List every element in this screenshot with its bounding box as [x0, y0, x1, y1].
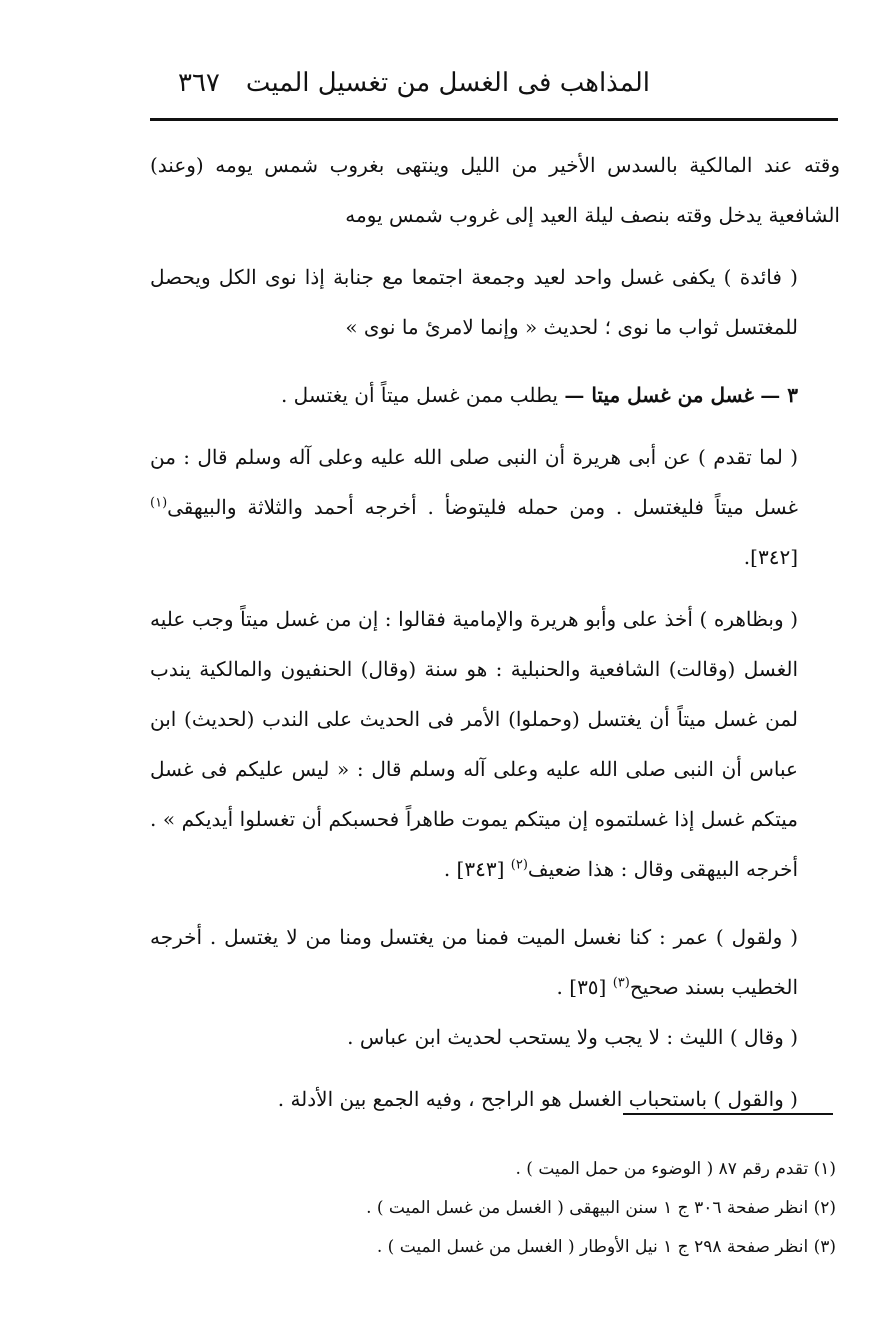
paragraph-opinions: [150, 594, 840, 894]
paragraph-hadith-abu-hurayra: [150, 432, 840, 582]
paragraph-text: ( لما تقدم ) عن أبى هريرة أن النبى صلى الله عليه وعلى آله وسلم قال : من غسل ميتاً فليغتسل . ومن حمله فليتوضأ . أخرجه أحمد والثلاثة والبيهقى: [150, 445, 798, 519]
section-heading: [150, 370, 840, 420]
page-header: [150, 62, 840, 110]
footnote-3: (٣) انظر صفحة ٢٩٨ ج ١ نيل الأوطار ( الغسل من غسل الميت ) .: [376, 1237, 836, 1257]
reference-number: [٣٤٣] .: [443, 857, 505, 881]
footnote-2: (٢) انظر صفحة ٣٠٦ ج ١ سنن البيهقى ( الغسل من غسل الميت ) .: [366, 1198, 836, 1218]
footnote-1: (١) تقدم رقم ٨٧ ( الوضوء من حمل الميت ) .: [515, 1159, 836, 1179]
paragraph-layth: ( وقال ) الليث : لا يجب ولا يستحب لحديث ابن عباس .: [347, 1025, 798, 1049]
reference-number: [٣٤٢].: [743, 545, 798, 569]
reference-number: [٣٥] .: [556, 975, 607, 999]
header-rule: [150, 118, 838, 121]
paragraph-timing: وقته عند المالكية بالسدس الأخير من الليل وينتهى بغروب شمس يومه (وعند) الشافعية يدخل وقته بنصف ليلة العيد إلى غروب شمس يومه: [150, 153, 840, 227]
page-number: ٣٦٧: [178, 68, 220, 98]
footnote-rule: [623, 1113, 833, 1115]
paragraph-umar: [150, 912, 840, 1012]
paragraph-benefit: ( فائدة ) يكفى غسل واحد لعيد وجمعة اجتمعا مع جنابة إذا نوى الكل ويحصل للمغتسل ثواب ما نوى ؛ لحديث « وإنما لامرئ ما نوى »: [150, 265, 798, 339]
body-text: [150, 140, 840, 1124]
paragraph-conclusion: ( والقول ) باستحباب الغسل هو الراجح ، وفيه الجمع بين الأدلة .: [277, 1087, 798, 1111]
running-title: المذاهب فى الغسل من تغسيل الميت: [245, 68, 650, 98]
heading-number: ٣ —: [760, 383, 798, 407]
heading-title: غسل من غسل ميتا —: [564, 383, 754, 407]
footnotes: [240, 1150, 836, 1267]
footnote-marker: (٣): [612, 975, 630, 991]
footnote-marker: (٢): [510, 857, 528, 873]
paragraph-text: ( وبظاهره ) أخذ على وأبو هريرة والإمامية فقالوا : إن من غسل ميتاً وجب عليه الغسل (وقالت) الشافعية والحنبلية : هو سنة (وقال) الحنفيون والمالكية يندب لمن غسل ميتاً أن يغتسل (وحملوا) الأمر فى الحديث على الندب (لحديث) ابن عباس أن النبى صلى الله عليه وعلى آله وسلم قال : « ليس عليكم فى غسل ميتكم غسل إذا غسلتموه إن ميتكم يموت طاهراً فحسبكم أن تغسلوا أيديكم » . أخرجه البيهقى وقال : هذا ضعيف: [150, 607, 798, 881]
heading-rest: يطلب ممن غسل ميتاً أن يغتسل .: [280, 383, 558, 407]
footnote-marker: (١): [150, 495, 168, 511]
paragraph-text: ( ولقول ) عمر : كنا نغسل الميت فمنا من يغتسل ومنا من لا يغتسل . أخرجه الخطيب بسند صحيح: [150, 925, 798, 999]
